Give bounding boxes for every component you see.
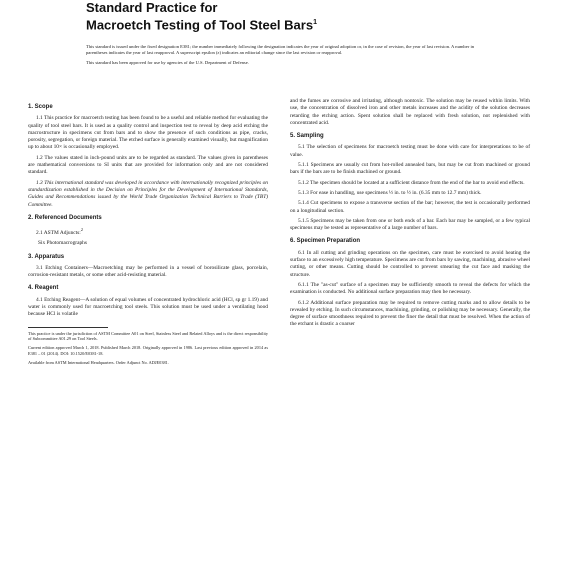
dod-approval-paragraph: This standard has been approved for use by agencies of the U.S. Department of Defense. xyxy=(86,60,249,66)
para-5-1: 5.1 The selection of specimens for macroetch testing must be done with care for interpretations to be of value. xyxy=(290,144,530,158)
section-scope-heading: 1. Scope xyxy=(28,104,53,110)
footnote-2: Current edition approved March 1, 2018. Published March 2018. Originally approved in 1986. Last previous edition approved in 2014 as E381 – 01 (2014). DOI: 10.1520/E0381-18. xyxy=(28,345,268,357)
footnote-3: Available from ASTM International Headquarters. Order Adjunct No. ADJE0381. xyxy=(28,359,169,365)
para-5-1-1: 5.1.1 Specimens are usually cut from hot-rolled annealed bars, but may be cut from machined or ground bars if the bars are to be finish machined or ground. xyxy=(290,162,530,176)
para-5-1-4: 5.1.4 Cut specimens to expose a transverse section of the bar; however, the test is occasionally performed on a longitudinal section. xyxy=(290,200,530,214)
para-1-3: 1.3 This international standard was developed in accordance with internationally recognized principles on standardization established in the Decision on Principles for the Development of International Standards, Guides and Recommendations issued by the World Trade Organization Technical Barriers to Trade (TBT) Committee. xyxy=(28,179,268,208)
section-apparatus-heading: 3. Apparatus xyxy=(28,253,65,260)
section-specimen-preparation-heading: 6. Specimen Preparation xyxy=(290,238,361,245)
para-1-1: 1.1 This practice for macroetch testing has been found to be a useful and reliable method for evaluating the quality of tool steel bars. It is used as a quality control and inspection test to reveal by deep acid etching the macrostructure in specimens cut from bars and to show the presence of such conditions as pipe, cracks, porosity, segregation, or foreign material. The etched surface is generally examined visually, but magnification up to about 10× is occasionally employed. xyxy=(28,115,268,151)
para-4-1-continued: and the fumes are corrosive and irritating, although nontoxic. The solution may be reused within limits. With use, the concentration of dissolved iron and other metals increases and the acidity of the solution decreases retarding the etching action. Spent solution shall be replaced with fresh solution, not replenished with concentrated acid. xyxy=(290,98,530,126)
footnote-1: This practice is under the jurisdiction of ASTM Committee A01 on Steel, Stainless Steel and Related Alloys and is the direct responsibility of Subcommittee A01.29 on Tool Steels. xyxy=(28,330,268,342)
title-footnote-mark: 1 xyxy=(313,19,317,26)
footnote-divider xyxy=(28,327,108,328)
title-line-2: Macroetch Testing of Tool Steel Bars xyxy=(86,17,314,33)
title-line-1: Standard Practice for xyxy=(86,0,218,15)
designation-notice xyxy=(86,44,481,71)
document-title xyxy=(86,0,317,32)
section-reagent-heading: 4. Reagent xyxy=(28,285,59,292)
right-column xyxy=(290,98,530,332)
left-column xyxy=(28,98,268,369)
para-2-1-footnote-mark: 2 xyxy=(80,227,84,233)
para-5-1-3: 5.1.3 For ease in handling, use specimens ½ in. to ½ in. (6.35 mm to 12.7 mm) thick. xyxy=(298,189,482,196)
para-6-1: 6.1 In all cutting and grinding operations on the specimen, care must be exercised to avoid heating the surface to an excessively high temperature. Specimens are cut from bars by sawing, machining, abrasive wheel cutting, or other means. Cutting should be controlled to prevent smearing the cut face and masking the structure. xyxy=(290,249,530,278)
section-referenced-documents-heading: 2. Referenced Documents xyxy=(28,214,102,221)
para-6-1-2: 6.1.2 Additional surface preparation may be required to remove cutting marks and to allow details to be revealed by etching. In such circumstances, machining, grinding, or polishing may be necessary. Generally, the degree of surface smoothness required to prevent the finer the detail that must be resolved. When the action of the etchant is drastic a coarser xyxy=(290,299,530,328)
para-5-1-5: 5.1.5 Specimens may be taken from one or both ends of a bar. Each bar may be sampled, or a few typical specimens may be tested as representative of a large number of bars. xyxy=(290,217,530,232)
designation-paragraph: This standard is issued under the fixed designation E381; the number immediately following the designation indicates the year of original adoption or, in the case of revision, the year of last revision. A number in parentheses indicates the year of last reapproval. A superscript epsilon (ε) indicates an editorial change since the last revision or reapproval. xyxy=(86,44,475,56)
para-4-1: 4.1 Etching Reagent—A solution of equal volumes of concentrated hydrochloric acid (HCl, sp gr 1.19) and water is commonly used for macroetching tool steels. This solution must be used under a ventilating hood because HCl is volatile xyxy=(28,296,268,318)
para-5-1-2: 5.1.2 The specimen should be located at a sufficient distance from the end of the bar to avoid end effects. xyxy=(298,179,525,186)
para-3-1: 3.1 Etching Containers—Macroetching may be performed in a vessel of borosilicate glass, porcelain, corrosion-resistant metals, or some other acid-resisting material. xyxy=(28,264,268,279)
para-1-2: 1.2 The values stated in inch-pound units are to be regarded as standard. The values given in parentheses are mathematical conversions to SI units that are provided for information only and are not considered standard. xyxy=(28,154,268,176)
para-6-1-1: 6.1.1 The "as-cut" surface of a specimen may be sufficiently smooth to reveal the defects for which the examination is conducted. No additional surface preparation may then be necessary. xyxy=(290,281,530,296)
adjunct-item: Six Photomacrographs xyxy=(38,240,87,247)
para-2-1: 2.1 ASTM Adjuncts: xyxy=(36,229,81,236)
section-sampling-heading: 5. Sampling xyxy=(290,133,324,140)
